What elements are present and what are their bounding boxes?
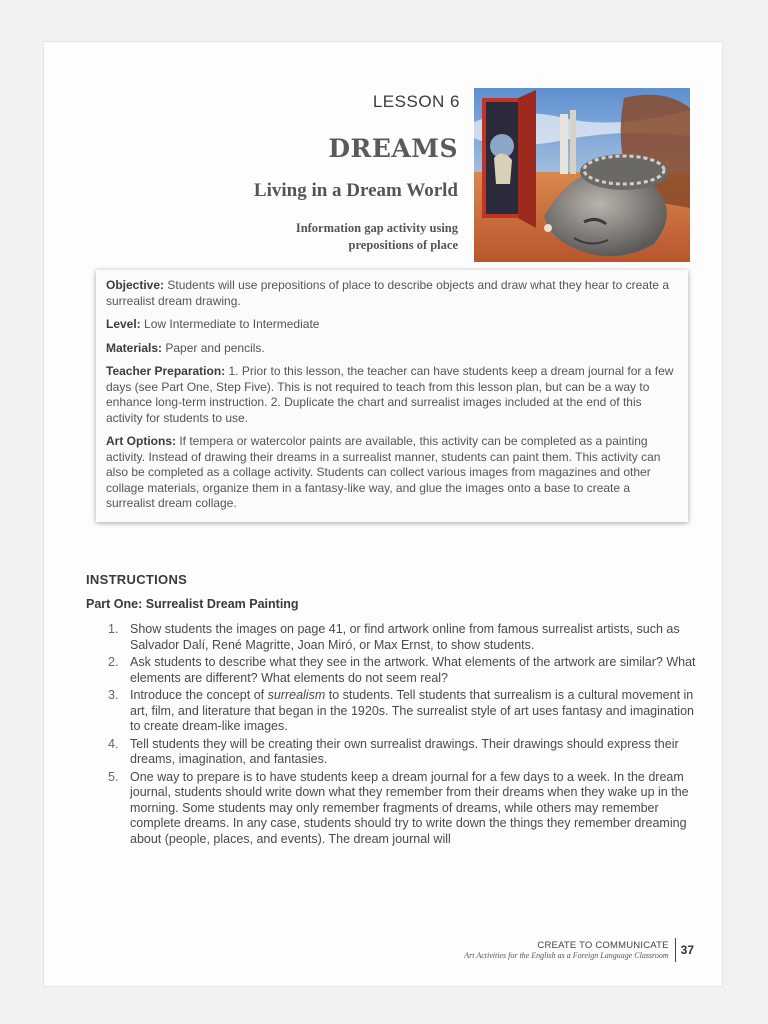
step-term: surrealism [267, 688, 326, 702]
step-number: 2. [108, 655, 119, 669]
step-number: 4. [108, 736, 119, 751]
page-number: 37 [680, 943, 694, 957]
level-label: Level: [106, 317, 141, 331]
list-item [108, 655, 698, 686]
teacher-preparation-text: 1. Prior to this lesson, the teacher can have students keep a dream journal for a few days (see Part One, Step Five). This is not required to teach from this lesson plan, but can be a way to enhance long-term instruction. 2. Duplicate the chart and surrealist images included at the end of this activity for students to use. [106, 364, 674, 425]
step-number: 5. [108, 769, 119, 784]
lesson-number: LESSON 6 [372, 92, 460, 111]
part-one-heading: Part One: Surrealist Dream Painting [86, 597, 299, 611]
materials-label: Materials: [106, 340, 163, 355]
book-page [44, 42, 722, 986]
teacher-preparation-label: Teacher Preparation: [106, 364, 226, 378]
step-number: 1. [108, 622, 119, 636]
instruction-steps [108, 622, 698, 849]
lesson-title: DREAMS [328, 134, 458, 163]
lesson-subtitle: Living in a Dream World [253, 180, 458, 201]
materials-text: Paper and pencils. [162, 340, 265, 355]
step-text-post: to students. Tell students that surrealism is a cultural movement in art, film, and literature that began in the 1920s. The surrealist style of art uses fantasy and imagination to create dream-like images. [130, 688, 694, 733]
footer-divider [675, 938, 676, 962]
step-number: 3. [108, 688, 119, 702]
objective-label: Objective: [106, 278, 165, 292]
list-item [108, 737, 698, 768]
level [106, 317, 678, 333]
materials [106, 341, 678, 357]
step-text: Tell students they will be creating their own surrealist drawings. Their drawings should express their dreams, imagination, and fantasies. [130, 736, 679, 766]
step-text: Show students the images on page 41, or find artwork online from famous surrealist artists, such as Salvador Dalí, René Magritte, Joan Miró, or Max Ernst, to show students. [130, 622, 680, 652]
surrealist-illustration [474, 88, 690, 262]
instructions-heading: INSTRUCTIONS [86, 572, 188, 587]
art-options [106, 434, 678, 512]
list-item [108, 770, 698, 848]
level-text: Low Intermediate to Intermediate [140, 317, 320, 331]
teacher-preparation [106, 364, 678, 426]
step-text-pre: Introduce the concept of [130, 688, 268, 702]
objective [106, 278, 678, 309]
lesson-description-line: prepositions of place [348, 238, 458, 252]
step-text: Ask students to describe what they see in the artwork. What elements of the artwork are similar? What elements are different? What elements do not seem real? [130, 655, 696, 685]
lesson-description [238, 220, 458, 254]
lesson-description-line: Information gap activity using [295, 221, 458, 235]
footer-book-subtitle: Art Activities for the English as a Foreign Language Classroom [464, 951, 669, 960]
page-footer [464, 938, 694, 962]
step-text: One way to prepare is to have students keep a dream journal for a few days to a week. In the dream journal, students should write down what they remember from their dreams when they wake up in the morning. Some students may only remember fragments of dreams, while others may remember complete dreams. In any case, students should try to write down the things they remember dreaming about (people, places, and events). The dream journal will [130, 769, 689, 846]
list-item [108, 622, 698, 653]
footer-book-title: CREATE TO COMMUNICATE [537, 940, 669, 951]
art-options-text: If tempera or watercolor paints are available, this activity can be completed as a painting activity. Instead of drawing their dreams in a surrealist manner, students can paint them. This activity can also be completed as a collage activity. Students can collect various images from magazines and other collage materials, organize them in a fantasy-like way, and glue the images onto a base to create a surrealist dream collage. [106, 434, 661, 510]
footer-text [464, 940, 668, 960]
objective-text: Students will use prepositions of place to describe objects and draw what they hear to create a surrealist dream drawing. [106, 278, 669, 308]
art-options-label: Art Options: [106, 434, 176, 448]
list-item [108, 688, 698, 735]
lesson-info-box [96, 270, 688, 522]
